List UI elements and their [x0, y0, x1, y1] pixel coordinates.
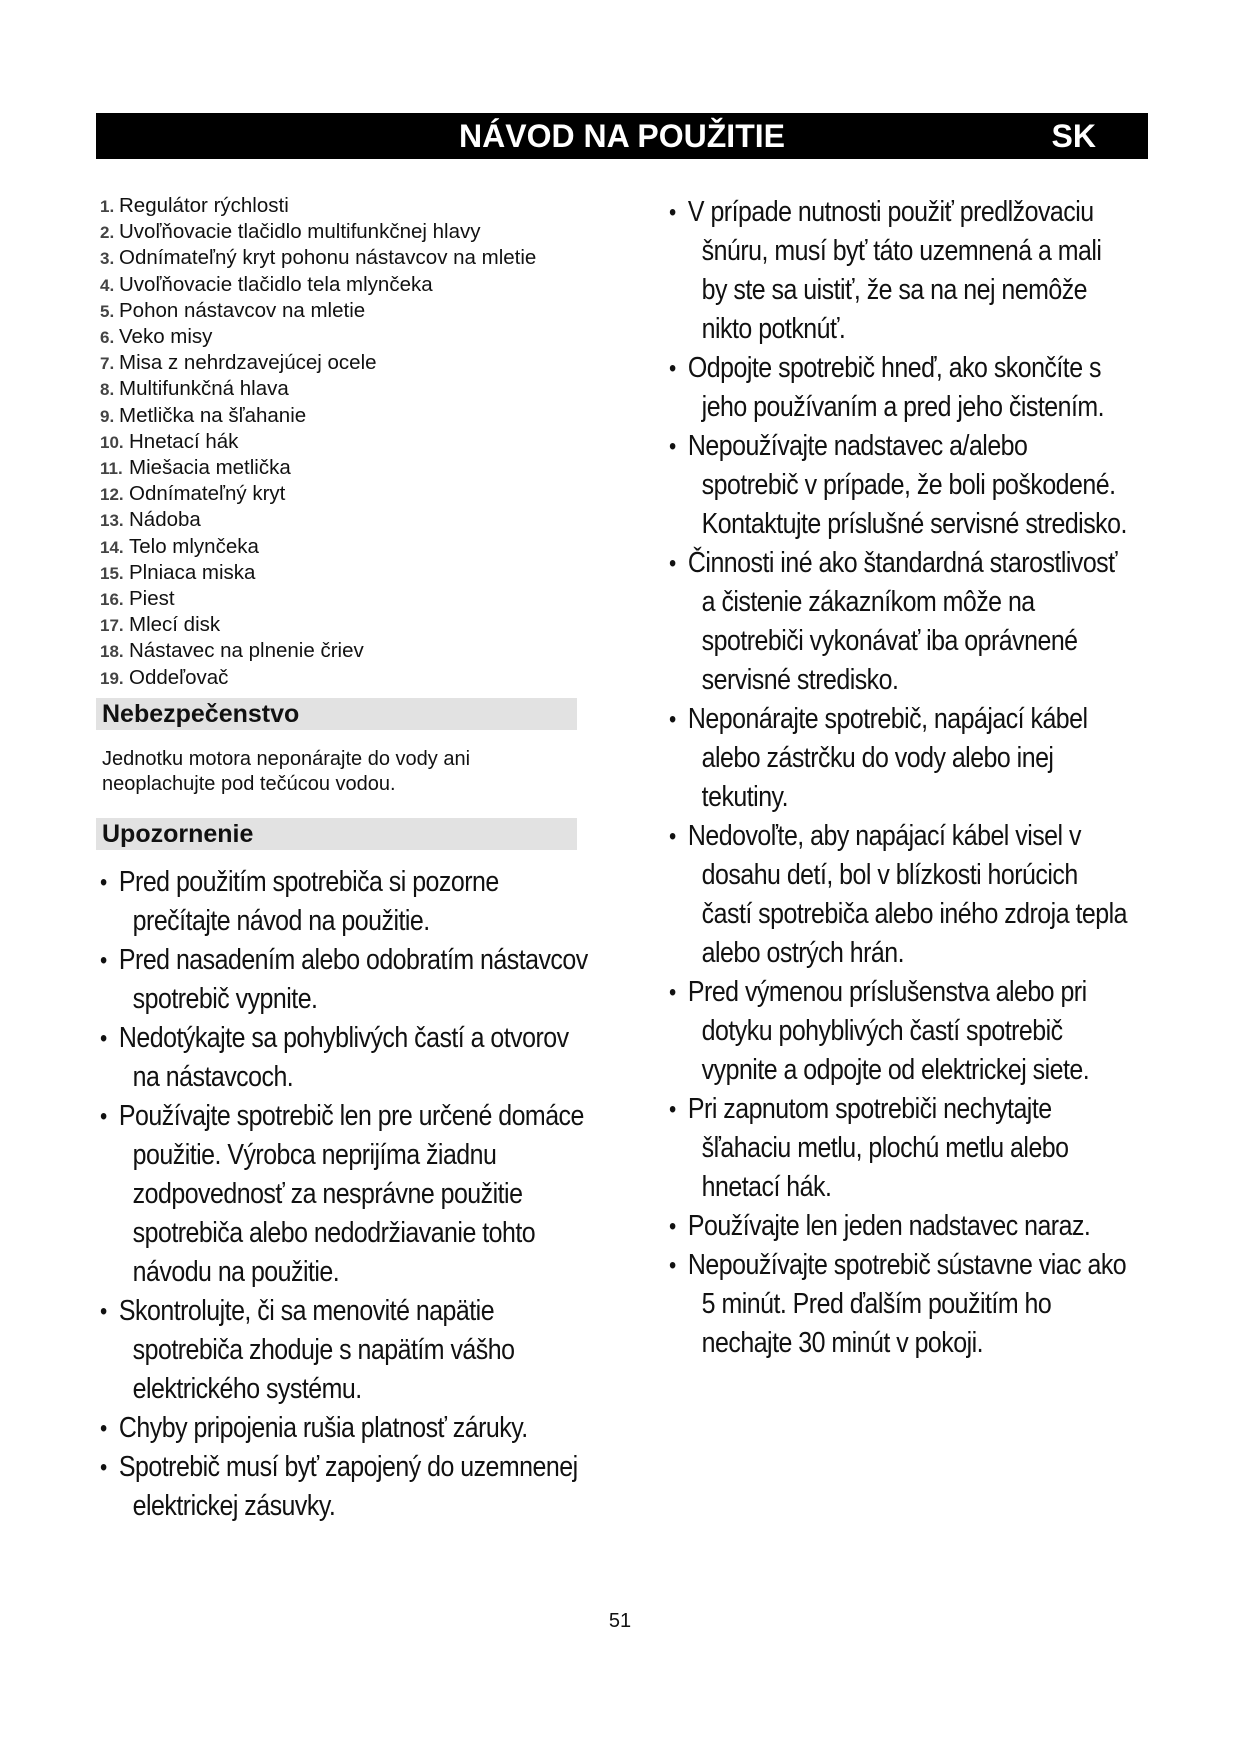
part-label: Pohon nástavcov na mletie	[119, 298, 366, 322]
parts-list-item	[100, 638, 600, 664]
bullet-item: • Nepoužívajte spotrebič sústavne viac ako 5 minút. Pred ďalším použitím ho nechajte 30 minút v pokoji.	[669, 1246, 1129, 1363]
warning-heading-bar	[96, 818, 577, 850]
parts-list-item	[100, 219, 600, 245]
part-label: Nádoba	[129, 508, 201, 532]
part-label: Mlecí disk	[129, 613, 221, 637]
parts-list-item	[100, 481, 600, 507]
parts-list-item	[100, 586, 600, 612]
parts-list-item	[100, 507, 600, 533]
part-number: 1.	[100, 197, 115, 216]
part-number: 18.	[100, 642, 124, 662]
parts-list-item	[100, 403, 600, 429]
parts-list-item	[100, 245, 600, 271]
parts-list	[100, 193, 600, 691]
bullet-item: • Skontrolujte, či sa menovité napätie spotrebiča zhoduje s napätím vášho elektrického systému.	[100, 1292, 590, 1409]
warning-heading: Upozornenie	[102, 820, 254, 848]
parts-list-item	[100, 534, 600, 560]
language-code: SK	[1051, 118, 1096, 154]
bullet-item: • Nedotýkajte sa pohyblivých častí a otvorov na nástavcoch.	[100, 1019, 590, 1097]
part-label: Veko misy	[119, 325, 213, 349]
bullet-item: • Nepoužívajte nadstavec a/alebo spotrebič v prípade, že boli poškodené. Kontaktujte príslušné servisné stredisko.	[669, 427, 1129, 544]
part-number: 10.	[100, 432, 124, 452]
part-label: Plniaca miska	[129, 560, 256, 584]
part-label: Telo mlynčeka	[129, 534, 259, 558]
parts-list-item	[100, 665, 600, 691]
part-label: Uvoľňovacie tlačidlo tela mlynčeka	[119, 272, 433, 296]
parts-list-item	[100, 298, 600, 324]
part-label: Oddeľovač	[129, 665, 229, 689]
bullet-item: • Odpojte spotrebič hneď, ako skončíte s jeho používaním a pred jeho čistením.	[669, 349, 1129, 427]
part-label: Odnímateľný kryt	[129, 482, 286, 506]
bullet-item: • V prípade nutnosti použiť predlžovaciu šnúru, musí byť táto uzemnená a mali by ste sa uistiť, že sa na nej nemôže nikto potknúť.	[669, 193, 1129, 349]
bullet-item: • Spotrebič musí byť zapojený do uzemnenej elektrickej zásuvky.	[100, 1448, 590, 1526]
parts-list-item	[100, 560, 600, 586]
part-number: 19.	[100, 668, 124, 688]
part-number: 15.	[100, 563, 124, 583]
part-number: 3.	[100, 249, 115, 269]
part-number: 9.	[100, 406, 115, 426]
part-label: Nástavec na plnenie čriev	[129, 639, 364, 663]
part-number: 11.	[100, 459, 123, 479]
parts-list-item	[100, 376, 600, 402]
bullet-item: • Neponárajte spotrebič, napájací kábel alebo zástrčku do vody alebo inej tekutiny.	[669, 700, 1129, 817]
bullet-item: • Pri zapnutom spotrebiči nechytajte šľahaciu metlu, plochú metlu alebo hnetací hák.	[669, 1090, 1129, 1207]
page-header	[96, 113, 1148, 159]
part-label: Misa z nehrdzavejúcej ocele	[119, 351, 377, 375]
part-number: 13.	[100, 511, 124, 531]
part-label: Miešacia metlička	[129, 456, 291, 480]
danger-heading-bar	[96, 698, 577, 730]
part-number: 14.	[100, 537, 124, 557]
part-label: Odnímateľný kryt pohonu nástavcov na mletie	[119, 246, 537, 270]
part-label: Metlička na šľahanie	[119, 403, 307, 427]
part-number: 5.	[100, 301, 115, 321]
bullet-item: • Používajte spotrebič len pre určené domáce použitie. Výrobca neprijíma žiadnu zodpovednosť za nesprávne použitie spotrebiča alebo nedodržiavanie tohto návodu na použitie.	[100, 1097, 590, 1292]
part-number: 7.	[100, 354, 115, 374]
parts-list-item	[100, 324, 600, 350]
part-number: 4.	[100, 275, 115, 295]
warning-bullet-list-right	[669, 193, 1129, 1363]
page-number: 51	[608, 1610, 632, 1632]
danger-text: Jednotku motora neponárajte do vody ani neoplachujte pod tečúcou vodou.	[102, 748, 471, 795]
part-number: 17.	[100, 616, 124, 636]
part-label: Uvoľňovacie tlačidlo multifunkčnej hlavy	[119, 220, 481, 244]
bullet-item: • Používajte len jeden nadstavec naraz.	[669, 1207, 1129, 1246]
part-label: Piest	[129, 587, 175, 611]
part-number: 6.	[100, 328, 115, 348]
bullet-item: • Pred použitím spotrebiča si pozorne prečítajte návod na použitie.	[100, 863, 590, 941]
parts-list-item	[100, 429, 600, 455]
part-number: 16.	[100, 590, 124, 610]
parts-list-item	[100, 612, 600, 638]
part-label: Multifunkčná hlava	[119, 377, 289, 401]
bullet-item: • Nedovoľte, aby napájací kábel visel v dosahu detí, bol v blízkosti horúcich častí spotrebiča alebo iného zdroja tepla alebo ostrých hrán.	[669, 817, 1129, 973]
bullet-item: • Pred nasadením alebo odobratím nástavcov spotrebič vypnite.	[100, 941, 590, 1019]
part-number: 2.	[100, 223, 115, 243]
part-number: 12.	[100, 485, 124, 505]
danger-heading: Nebezpečenstvo	[102, 700, 300, 728]
page-title: NÁVOD NA POUŽITIE	[459, 118, 785, 154]
part-label: Regulátor rýchlosti	[119, 194, 289, 217]
parts-list-item	[100, 193, 600, 219]
bullet-item: • Pred výmenou príslušenstva alebo pri dotyku pohyblivých častí spotrebič vypnite a odpojte od elektrickej siete.	[669, 973, 1129, 1090]
bullet-item: • Chyby pripojenia rušia platnosť záruky.	[100, 1409, 590, 1448]
parts-list-item	[100, 350, 600, 376]
warning-bullet-list-left	[100, 863, 590, 1526]
part-label: Hnetací hák	[129, 429, 239, 453]
parts-list-item	[100, 272, 600, 298]
parts-list-item	[100, 455, 600, 481]
bullet-item: • Činnosti iné ako štandardná starostlivosť a čistenie zákazníkom môže na spotrebiči vykonávať iba oprávnené servisné stredisko.	[669, 544, 1129, 700]
part-number: 8.	[100, 380, 115, 400]
